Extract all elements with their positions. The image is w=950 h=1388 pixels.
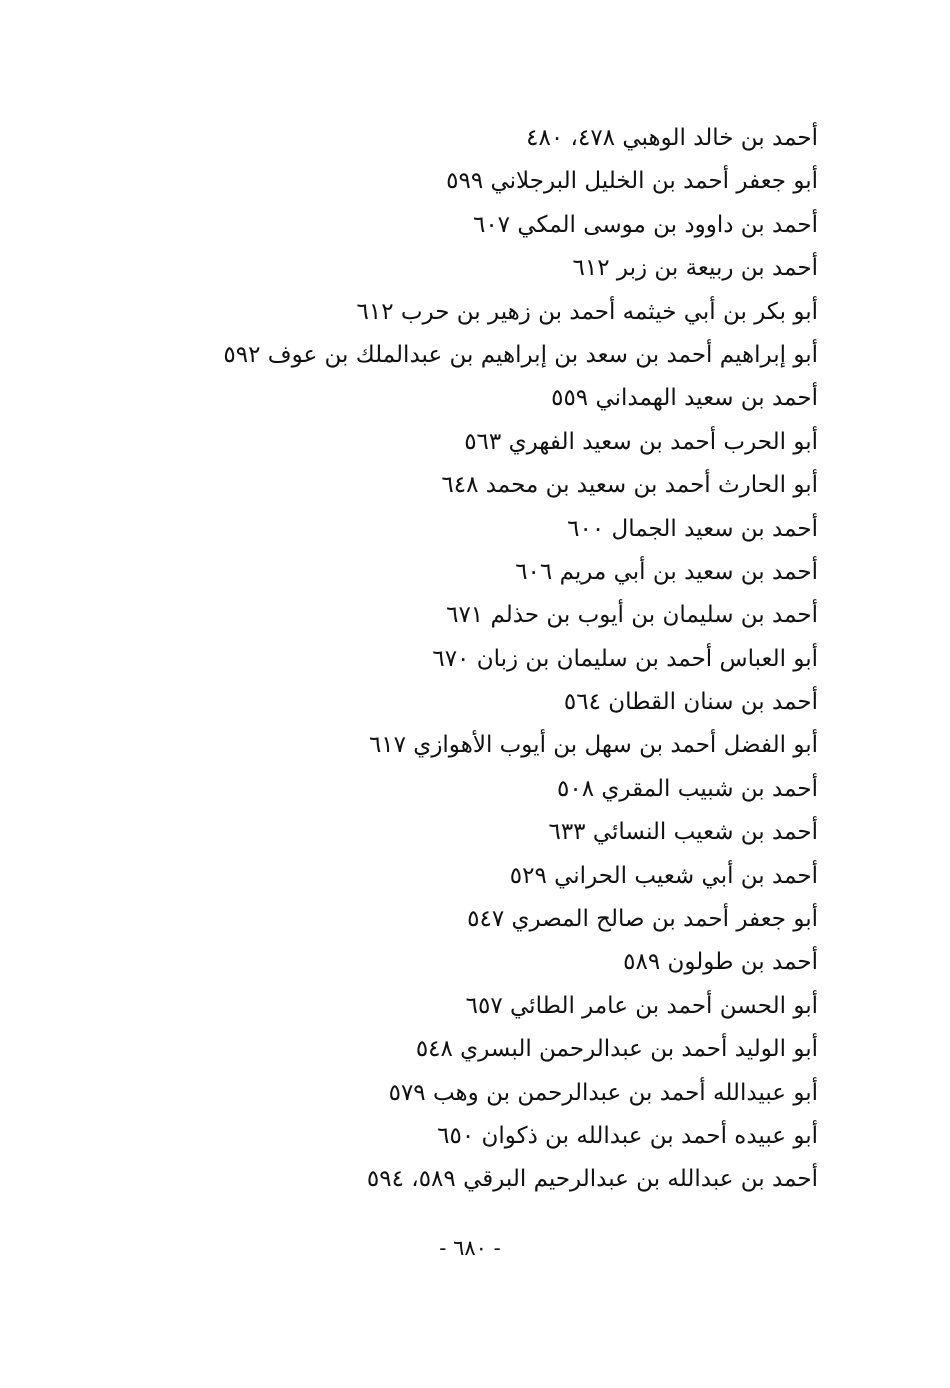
index-entry: أبو الحارث أحمد بن سعيد بن محمد ٦٤٨ — [441, 472, 818, 499]
index-entry: أبو بكر بن أبي خيثمه أحمد بن زهير بن حرب ٦١٢ — [356, 298, 818, 325]
index-entry: أبو الوليد أحمد بن عبدالرحمن البسري ٥٤٨ — [415, 1036, 818, 1063]
index-entry: أحمد بن سعيد الهمداني ٥٥٩ — [551, 385, 818, 412]
index-entry: أحمد بن شبيب المقري ٥٠٨ — [557, 775, 818, 802]
index-entry: أحمد بن شعيب النسائي ٦٣٣ — [548, 819, 818, 846]
index-entry: أحمد بن سنان القطان ٥٦٤ — [563, 689, 818, 716]
index-entry: أحمد بن داوود بن موسى المكي ٦٠٧ — [472, 211, 818, 238]
index-entry: أحمد بن خالد الوهبي ٤٧٨، ٤٨٠ — [526, 125, 818, 151]
index-entry: أبو الحسن أحمد بن عامر الطائي ٦٥٧ — [465, 992, 818, 1019]
index-entry: أحمد بن سليمان بن أيوب بن حذلم ٦٧١ — [446, 602, 818, 629]
index-entry: أحمد بن عبدالله بن عبدالرحيم البرقي ٥٨٩، ٥٩٤ — [366, 1166, 818, 1193]
index-entry: أبو العباس أحمد بن سليمان بن زبان ٦٧٠ — [432, 645, 818, 672]
index-entry: أحمد بن أبي شعيب الحراني ٥٢٩ — [509, 862, 818, 889]
index-entry: أحمد بن سعيد بن أبي مريم ٦٠٦ — [515, 558, 818, 585]
page-number: - ٦٨٠ - — [439, 1236, 501, 1260]
index-entry: أبو عبيدالله أحمد بن عبدالرحمن بن وهب ٥٧٩ — [388, 1079, 818, 1106]
index-entry: أبو الفضل أحمد بن سهل بن أيوب الأهوازي ٦١٧ — [368, 732, 818, 759]
index-entry: أبو إبراهيم أحمد بن سعد بن إبراهيم بن عبدالملك بن عوف ٥٩٢ — [223, 341, 818, 368]
index-entry: أبو الحرب أحمد بن سعيد الفهري ٥٦٣ — [464, 428, 818, 455]
index-entry: أبو عبيده أحمد بن عبدالله بن ذكوان ٦٥٠ — [437, 1122, 818, 1149]
index-entry: أحمد بن سعيد الجمال ٦٠٠ — [567, 515, 818, 542]
index-entry-list — [118, 117, 818, 1202]
index-entry: أحمد بن ربيعة بن زبر ٦١٢ — [572, 255, 818, 282]
index-entry: أبو جعفر أحمد بن صالح المصري ٥٤٧ — [467, 906, 818, 933]
index-entry: أحمد بن طولون ٥٨٩ — [623, 949, 818, 976]
index-entry: أبو جعفر أحمد بن الخليل البرجلاني ٥٩٩ — [446, 168, 818, 195]
